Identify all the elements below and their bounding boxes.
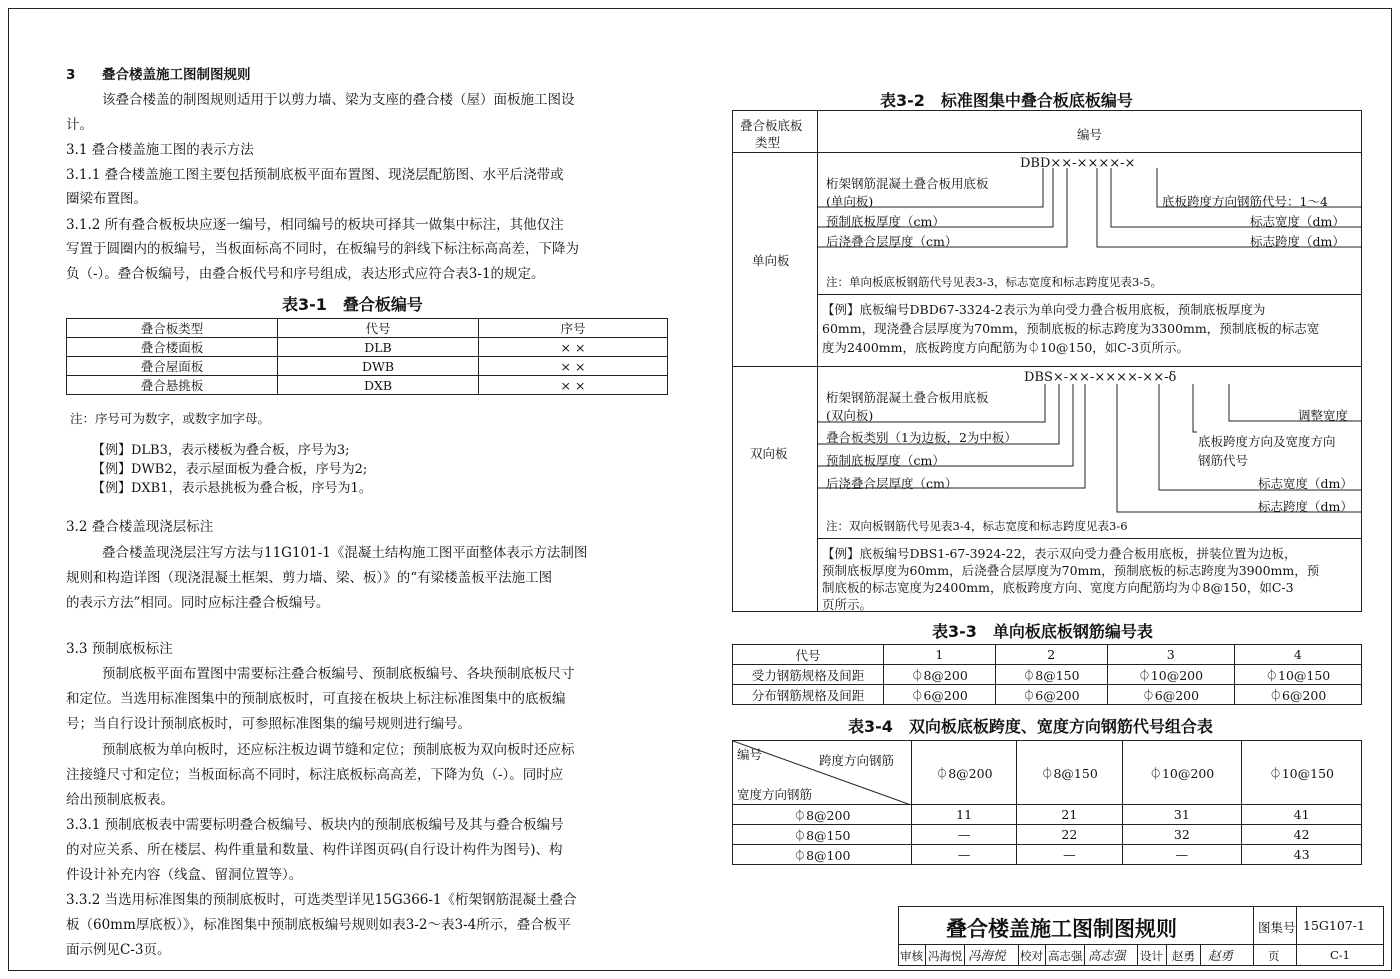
note: 注：单向板底板钢筋代号见表3-3，标志宽度和标志跨度见表3-5。 (826, 275, 1163, 289)
table-cell: 11 (912, 805, 1017, 825)
table-cell: 序号 (479, 319, 668, 338)
example-line: 页所示。 (822, 597, 873, 612)
table-cell: — (912, 825, 1017, 845)
reviewer-signature: 冯海悦 (968, 948, 1006, 963)
subsection-heading: 3.2 叠合楼盖现浇层标注 (66, 519, 214, 535)
table-cell: ⏀8@100 (733, 845, 912, 865)
paragraph-line: 该叠合楼盖的制图规则适用于以剪力墙、梁为支座的叠合楼（屋）面板施工图设 (102, 92, 575, 108)
review-label: 审核 (900, 949, 923, 963)
reviewer-name: 冯海悦 (928, 949, 963, 963)
table-cell: 分布钢筋规格及间距 (733, 685, 884, 705)
example-line: 【例】DWB2，表示屋面板为叠合板，序号为2; (92, 462, 368, 477)
label: 标志宽度（dm） (1258, 476, 1353, 491)
label: (单向板) (826, 194, 874, 209)
header-cell: 类型 (755, 135, 781, 150)
table-cell: DWB (278, 357, 479, 376)
table-cell: 叠合楼面板 (67, 338, 278, 357)
table-3-4 (732, 740, 1362, 865)
label: 标志跨度（dm） (1250, 234, 1345, 249)
table-cell: — (1122, 845, 1242, 865)
label: 后浇叠合层厚度（cm） (826, 476, 958, 491)
paragraph-line: 号；当自行设计预制底板时，可参照标准图集的编号规则进行编号。 (66, 716, 471, 732)
paragraph-line: 3.3.1 预制底板表中需要标明叠合板编号、板块内的预制底板编号及其与叠合板编号 (66, 817, 564, 833)
example-line: 度为2400mm，底板跨度方向配筋为⏀10@150，如C-3页所示。 (822, 340, 1190, 355)
table-header-row (67, 319, 668, 338)
checker-signature: 高志强 (1088, 948, 1126, 963)
code-format: DBD××-××××-× (1020, 156, 1136, 171)
table-cell: ⏀10@200 (1122, 741, 1242, 805)
table-cell: ⏀10@150 (1242, 741, 1362, 805)
check-label: 校对 (1020, 949, 1043, 963)
paragraph-line: 3.1.1 叠合楼盖施工图主要包括预制底板平面布置图、现浇层配筋图、水平后浇带或 (66, 167, 564, 183)
table-cell: 受力钢筋规格及间距 (733, 665, 884, 685)
table-cell: 叠合屋面板 (67, 357, 278, 376)
table-cell: × × (479, 338, 668, 357)
example-line: 预制底板厚度为60mm，后浇叠合层厚度为70mm，预制底板的标志跨度为3900mm，预 (822, 563, 1320, 578)
table-cell: ⏀8@150 (995, 665, 1107, 685)
table-cell: — (1017, 845, 1122, 865)
example-line: 【例】底板编号DBS1-67-3924-22，表示双向受力叠合板用底板，拼装位置为边板， (822, 546, 1297, 561)
page-label: 页 (1268, 949, 1280, 963)
corner-label: 宽度方向钢筋 (737, 787, 813, 802)
table-cell: 叠合板类型 (67, 319, 278, 338)
page-number: C-1 (1330, 948, 1351, 962)
table-cell: 31 (1122, 805, 1242, 825)
table-3-3-title: 表3-3 单向板底板钢筋编号表 (932, 622, 1153, 641)
table-cell: — (912, 845, 1017, 865)
table-3-2-title: 表3-2 标准图集中叠合板底板编号 (880, 91, 1133, 110)
table-row (733, 665, 1362, 685)
table-cell: 2 (995, 645, 1107, 665)
example-line: 【例】DLB3，表示楼板为叠合板，序号为3; (92, 443, 350, 458)
example-line: 制底板的标志宽度为2400mm，底板跨度方向、宽度方向配筋均为⏀8@150，如C-3 (822, 580, 1294, 595)
table-cell: ⏀8@150 (1017, 741, 1122, 805)
paragraph-line: 件设计补充内容（线盒、留洞位置等）。 (66, 867, 303, 883)
row-type-label: 双向板 (750, 446, 788, 461)
table-cell: 32 (1122, 825, 1242, 845)
table-cell: ⏀10@200 (1107, 665, 1234, 685)
checker-name: 高志强 (1048, 949, 1083, 963)
label: 预制底板厚度（cm） (826, 214, 945, 229)
table-3-4-title: 表3-4 双向板底板跨度、宽度方向钢筋代号组合表 (848, 717, 1213, 736)
drawing-title: 叠合楼盖施工图制图规则 (946, 917, 1177, 941)
label: 桁架钢筋混凝土叠合板用底板 (826, 176, 989, 191)
table-cell: × × (479, 376, 668, 395)
table-cell: 叠合悬挑板 (67, 376, 278, 395)
table-cell: 3 (1107, 645, 1234, 665)
table-header-row (733, 741, 1362, 805)
table-cell: 21 (1017, 805, 1122, 825)
table-cell: × × (479, 357, 668, 376)
atlas-label: 图集号 (1258, 920, 1296, 935)
paragraph-line: 板（60mm厚底板）》，标准图集中预制底板编号规则如表3-2～表3-4所示，叠合板平 (66, 917, 571, 933)
table-cell: ⏀6@200 (1234, 685, 1361, 705)
designer-name: 赵勇 (1172, 949, 1195, 963)
label: 叠合板类别（1为边板，2为中板） (826, 430, 1017, 445)
paragraph-line: 负（-）。叠合板编号，由叠合板代号和序号组成，表达形式应符合表3-1的规定。 (66, 266, 545, 282)
table-cell: ⏀8@200 (884, 665, 996, 685)
table-cell: 代号 (733, 645, 884, 665)
corner-label: 跨度方向钢筋 (819, 753, 895, 768)
section-number: 3 (66, 67, 76, 83)
table-cell: ⏀6@200 (995, 685, 1107, 705)
note: 注：双向板钢筋代号见表3-4，标志宽度和标志跨度见表3-6 (826, 519, 1128, 533)
label: 桁架钢筋混凝土叠合板用底板 (826, 390, 989, 405)
label: 预制底板厚度（cm） (826, 453, 945, 468)
table-cell: ⏀10@150 (1234, 665, 1361, 685)
label: (双向板) (826, 408, 874, 423)
paragraph-line: 写置于圆圈内的板编号，当板面标高不同时，在板编号的斜线下标注标高高差，下降为 (66, 241, 579, 257)
paragraph-line: 预制底板为单向板时，还应标注板边调节缝和定位；预制底板为双向板时还应标 (102, 742, 575, 758)
table-cell: 1 (884, 645, 996, 665)
paragraph-line: 预制底板平面布置图中需要标注叠合板编号、预制底板编号、各块预制底板尺寸 (102, 666, 575, 682)
table-cell: ⏀8@200 (733, 805, 912, 825)
paragraph-line: 和定位。当选用标准图集中的预制底板时，可直接在板块上标注标准图集中的底板编 (66, 691, 566, 707)
table-cell: 22 (1017, 825, 1122, 845)
table-3-3 (732, 644, 1362, 705)
paragraph-line: 的对应关系、所在楼层、构件重量和数量、构件详图页码(自行设计构件为图号)、构 (66, 842, 563, 858)
table-cell: DLB (278, 338, 479, 357)
table-cell: ⏀8@200 (912, 741, 1017, 805)
paragraph-line: 叠合楼盖现浇层注写方法与11G101-1《混凝土结构施工图平面整体表示方法制图 (102, 545, 588, 561)
example-line: 【例】DXB1，表示悬挑板为叠合板，序号为1。 (92, 481, 372, 496)
label: 标志宽度（dm） (1250, 214, 1345, 229)
label: 底板跨度方向及宽度方向 (1198, 434, 1336, 449)
paragraph-line: 注接缝尺寸和定位；当板面标高不同时，标注底板标高高差，下降为负（-）。同时应 (66, 767, 564, 783)
table-row (733, 845, 1362, 865)
table-cell: 4 (1234, 645, 1361, 665)
header-cell: 编号 (1077, 127, 1103, 142)
paragraph-line: 规则和构造详图（现浇混凝土框架、剪力墙、梁、板）》的“有梁楼盖板平法施工图 (66, 570, 553, 586)
paragraph-line: 3.1.2 所有叠合板板块应逐一编号，相同编号的板块可择其一做集中标注，其他仅注 (66, 217, 564, 233)
paragraph-line: 3.3.2 当选用标准图集的预制底板时，可选类型详见15G366-1《桁架钢筋混凝土叠合 (66, 892, 577, 908)
table-row (67, 338, 668, 357)
paragraph-line: 的表示方法”相同。同时应标注叠合板编号。 (66, 595, 330, 611)
subsection-heading: 3.1 叠合楼盖施工图的表示方法 (66, 142, 254, 158)
label: 底板跨度方向钢筋代号：1～4 (1162, 194, 1328, 209)
header-cell: 叠合板底板 (740, 118, 803, 133)
table-row (733, 825, 1362, 845)
example-line: 【例】底板编号DBD67-3324-2表示为单向受力叠合板用底板，预制底板厚度为 (822, 302, 1266, 317)
paragraph-line: 给出预制底板表。 (66, 792, 174, 808)
table-cell: 41 (1242, 805, 1362, 825)
table-row (67, 376, 668, 395)
diagonal-header-cell (733, 741, 912, 805)
label: 后浇叠合层厚度（cm） (826, 234, 958, 249)
table-cell: ⏀8@150 (733, 825, 912, 845)
table-cell: DXB (278, 376, 479, 395)
design-label: 设计 (1140, 949, 1163, 963)
corner-label: 编号 (737, 747, 763, 762)
table-3-1 (66, 318, 668, 395)
paragraph-line: 圈梁布置图。 (66, 191, 147, 207)
table-row (733, 685, 1362, 705)
subsection-heading: 3.3 预制底板标注 (66, 641, 173, 657)
table-3-1-title: 表3-1 叠合板编号 (282, 295, 423, 314)
table-cell: ⏀6@200 (1107, 685, 1234, 705)
label: 调整宽度 (1298, 408, 1349, 423)
table-cell: ⏀6@200 (884, 685, 996, 705)
code-format: DBS×-××-××××-××-δ (1024, 370, 1177, 385)
label: 钢筋代号 (1198, 453, 1249, 468)
atlas-number: 15G107-1 (1303, 918, 1365, 933)
table-note: 注：序号可为数字，或数字加字母。 (70, 411, 271, 426)
table-row (733, 805, 1362, 825)
paragraph-line: 面示例见C-3页。 (66, 942, 171, 958)
designer-signature: 赵勇 (1208, 948, 1234, 963)
table-row (67, 357, 668, 376)
table-row (733, 645, 1362, 665)
label: 标志跨度（dm） (1258, 499, 1353, 514)
table-cell: 42 (1242, 825, 1362, 845)
section-heading: 叠合楼盖施工图制图规则 (102, 67, 251, 83)
table-cell: 43 (1242, 845, 1362, 865)
paragraph-line: 计。 (66, 117, 93, 133)
example-line: 60mm，现浇叠合层厚度为70mm，预制底板的标志跨度为3300mm，预制底板的标志宽 (822, 321, 1320, 336)
table-cell: 代号 (278, 319, 479, 338)
row-type-label: 单向板 (752, 253, 790, 268)
